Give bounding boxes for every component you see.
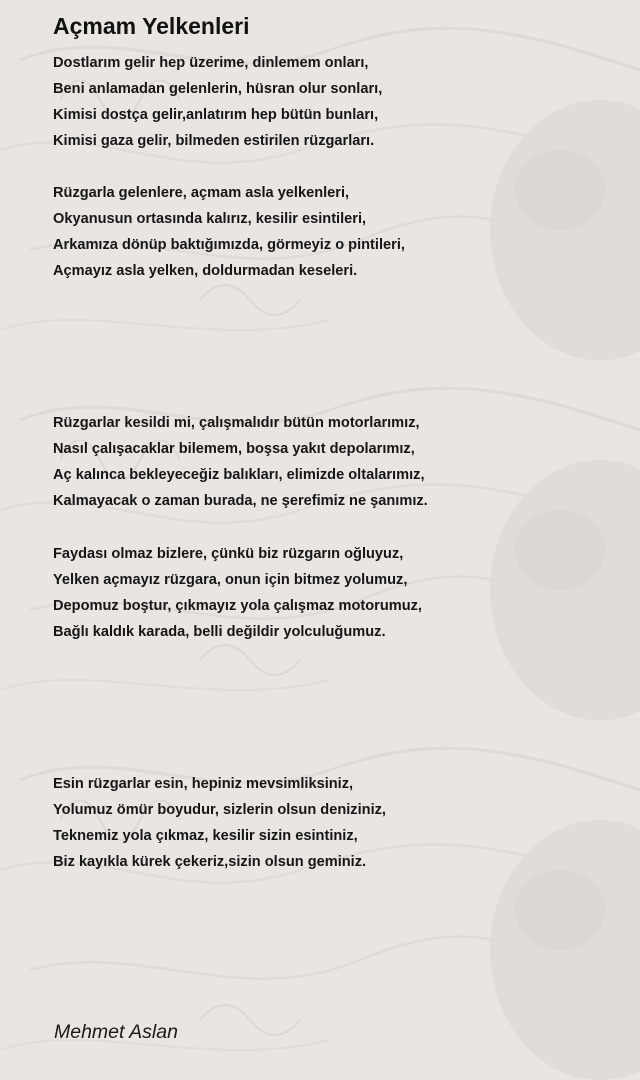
stanza-1 bbox=[53, 50, 382, 154]
poem-line: Rüzgarla gelenlere, açmam asla yelkenleri, bbox=[53, 185, 350, 201]
poem-line: Kimisi dostça gelir,anlatırım hep bütün bunları, bbox=[53, 107, 379, 123]
poem-line: Faydası olmaz bizlere, çünkü biz rüzgarın oğluyuz, bbox=[53, 546, 404, 562]
poem-line: Depomuz boştur, çıkmayız yola çalışmaz motorumuz, bbox=[53, 598, 422, 614]
poem-line: Dostlarım gelir hep üzerime, dinlemem onları, bbox=[53, 55, 369, 71]
poem-line: Yelken açmayız rüzgara, onun için bitmez yolumuz, bbox=[53, 572, 408, 588]
poem-line: Bağlı kaldık karada, belli değildir yolculuğumuz. bbox=[53, 624, 386, 640]
stanza-3 bbox=[53, 410, 428, 514]
poem-line: Kalmayacak o zaman burada, ne şerefimiz ne şanımız. bbox=[53, 493, 428, 509]
poem-line: Biz kayıkla kürek çekeriz,sizin olsun geminiz. bbox=[53, 854, 367, 870]
stanza-4 bbox=[53, 541, 422, 645]
poem-line: Rüzgarlar kesildi mi, çalışmalıdır bütün motorlarımız, bbox=[53, 415, 420, 431]
poem-line: Açmayız asla yelken, doldurmadan keseleri. bbox=[53, 263, 358, 279]
author-name: Mehmet Aslan bbox=[54, 1021, 178, 1043]
stanza-2 bbox=[53, 180, 405, 284]
poem-line: Yolumuz ömür boyudur, sizlerin olsun deniziniz, bbox=[53, 802, 386, 818]
poem-line: Esin rüzgarlar esin, hepiniz mevsimliksiniz, bbox=[53, 776, 354, 792]
poem-line: Beni anlamadan gelenlerin, hüsran olur sonları, bbox=[53, 81, 383, 97]
poem-line: Arkamıza dönüp baktığımızda, görmeyiz o pintileri, bbox=[53, 237, 405, 253]
poem-line: Aç kalınca bekleyeceğiz balıkları, elimizde oltalarımız, bbox=[53, 467, 425, 483]
poem-title: Açmam Yelkenleri bbox=[53, 13, 250, 39]
stanza-5 bbox=[53, 771, 386, 875]
poem-line: Okyanusun ortasında kalırız, kesilir esintileri, bbox=[53, 211, 367, 227]
poem-line: Nasıl çalışacaklar bilemem, boşsa yakıt depolarımız, bbox=[53, 441, 415, 457]
poem-line: Kimisi gaza gelir, bilmeden estirilen rüzgarları. bbox=[53, 133, 375, 149]
poem-line: Teknemiz yola çıkmaz, kesilir sizin esintiniz, bbox=[53, 828, 358, 844]
